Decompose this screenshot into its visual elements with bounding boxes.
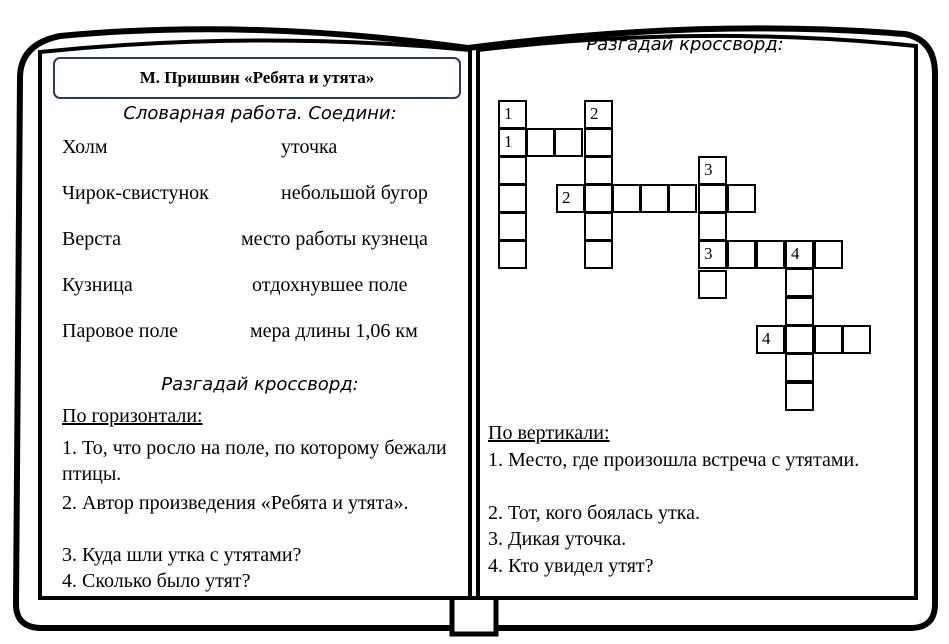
crossword-cell[interactable]: [584, 184, 613, 213]
clue-number: 3: [704, 244, 713, 263]
crossword-cell[interactable]: [640, 184, 669, 213]
clue-number: 1: [504, 132, 513, 151]
crossword-heading-left: Разгадай кроссворд:: [161, 374, 359, 395]
crossword-cell[interactable]: [785, 297, 814, 326]
vocab-word: Верста: [62, 228, 121, 250]
crossword-cell[interactable]: [498, 240, 527, 269]
crossword-cell[interactable]: [785, 268, 814, 297]
vocab-meaning: уточка: [281, 136, 338, 158]
vocab-word: Паровое поле: [62, 320, 179, 342]
crossword-cell[interactable]: [698, 240, 727, 269]
vertical-clue: 2. Тот, кого боялась утка.: [488, 502, 700, 524]
crossword-cell[interactable]: [498, 128, 527, 157]
crossword-cell[interactable]: [785, 325, 814, 354]
horizontal-clue: 3. Куда шли утка с утятами?: [62, 544, 302, 566]
clue-number: 2: [562, 188, 571, 207]
crossword-cell[interactable]: [498, 212, 527, 241]
crossword-cell[interactable]: [756, 325, 785, 354]
clue-number: 2: [590, 104, 599, 123]
horizontal-heading: По горизонтали:: [62, 405, 203, 427]
vocab-word: Холм: [62, 136, 108, 158]
crossword-cell[interactable]: [526, 128, 555, 157]
crossword-cell[interactable]: [556, 184, 585, 213]
crossword-cell[interactable]: [584, 100, 613, 129]
crossword-cell[interactable]: [584, 240, 613, 269]
crossword-cell[interactable]: [498, 184, 527, 213]
vocab-heading: Словарная работа. Соедини:: [123, 103, 397, 124]
crossword-cell[interactable]: [814, 240, 843, 269]
vocab-meaning: мера длины 1,06 км: [250, 320, 418, 342]
crossword-cell[interactable]: [498, 100, 527, 129]
vocab-word: Чирок-свистунок: [62, 182, 209, 204]
horizontal-clue: 1. То, что росло на поле, по которому бежали птицы.: [62, 437, 447, 485]
vertical-clue: 4. Кто увидел утят?: [488, 555, 654, 577]
crossword-cell[interactable]: [727, 184, 756, 213]
crossword-cell[interactable]: [698, 156, 727, 185]
vocab-meaning: отдохнувшее поле: [252, 274, 408, 296]
vertical-heading: По вертикали:: [488, 422, 610, 444]
vertical-clue: 3. Дикая уточка.: [488, 528, 627, 550]
crossword-cell[interactable]: [584, 128, 613, 157]
crossword-heading-right: Разгадай кроссворд:: [586, 34, 784, 55]
crossword-cell[interactable]: [554, 128, 583, 157]
crossword-cell[interactable]: [612, 184, 641, 213]
crossword-cell[interactable]: [785, 240, 814, 269]
horizontal-clue: 4. Сколько было утят?: [62, 570, 251, 592]
vocab-word: Кузница: [62, 274, 133, 296]
vocab-meaning: небольшой бугор: [281, 182, 428, 204]
crossword-cell[interactable]: [785, 353, 814, 382]
crossword-cell[interactable]: [814, 325, 843, 354]
crossword-cell[interactable]: [698, 184, 727, 213]
horizontal-clue: 2. Автор произведения «Ребята и утята».: [62, 492, 409, 514]
crossword-cell[interactable]: [698, 212, 727, 241]
crossword-cell[interactable]: [698, 270, 727, 299]
crossword-cell[interactable]: [498, 156, 527, 185]
crossword-cell[interactable]: [756, 240, 785, 269]
crossword-cell[interactable]: [842, 325, 871, 354]
clue-number: 4: [762, 329, 771, 348]
clue-number: 4: [791, 244, 800, 263]
clue-number: 1: [504, 104, 513, 123]
crossword-cell[interactable]: [727, 240, 756, 269]
lesson-title: М. Пришвин «Ребята и утята»: [139, 68, 375, 87]
crossword-cell[interactable]: [785, 382, 814, 411]
crossword-cell[interactable]: [584, 156, 613, 185]
clue-number: 3: [704, 160, 713, 179]
vocab-meaning: место работы кузнеца: [241, 228, 428, 250]
crossword-cell[interactable]: [668, 184, 697, 213]
crossword-cell[interactable]: [584, 212, 613, 241]
vertical-clue: 1. Место, где произошла встреча с утятами.: [488, 449, 860, 471]
